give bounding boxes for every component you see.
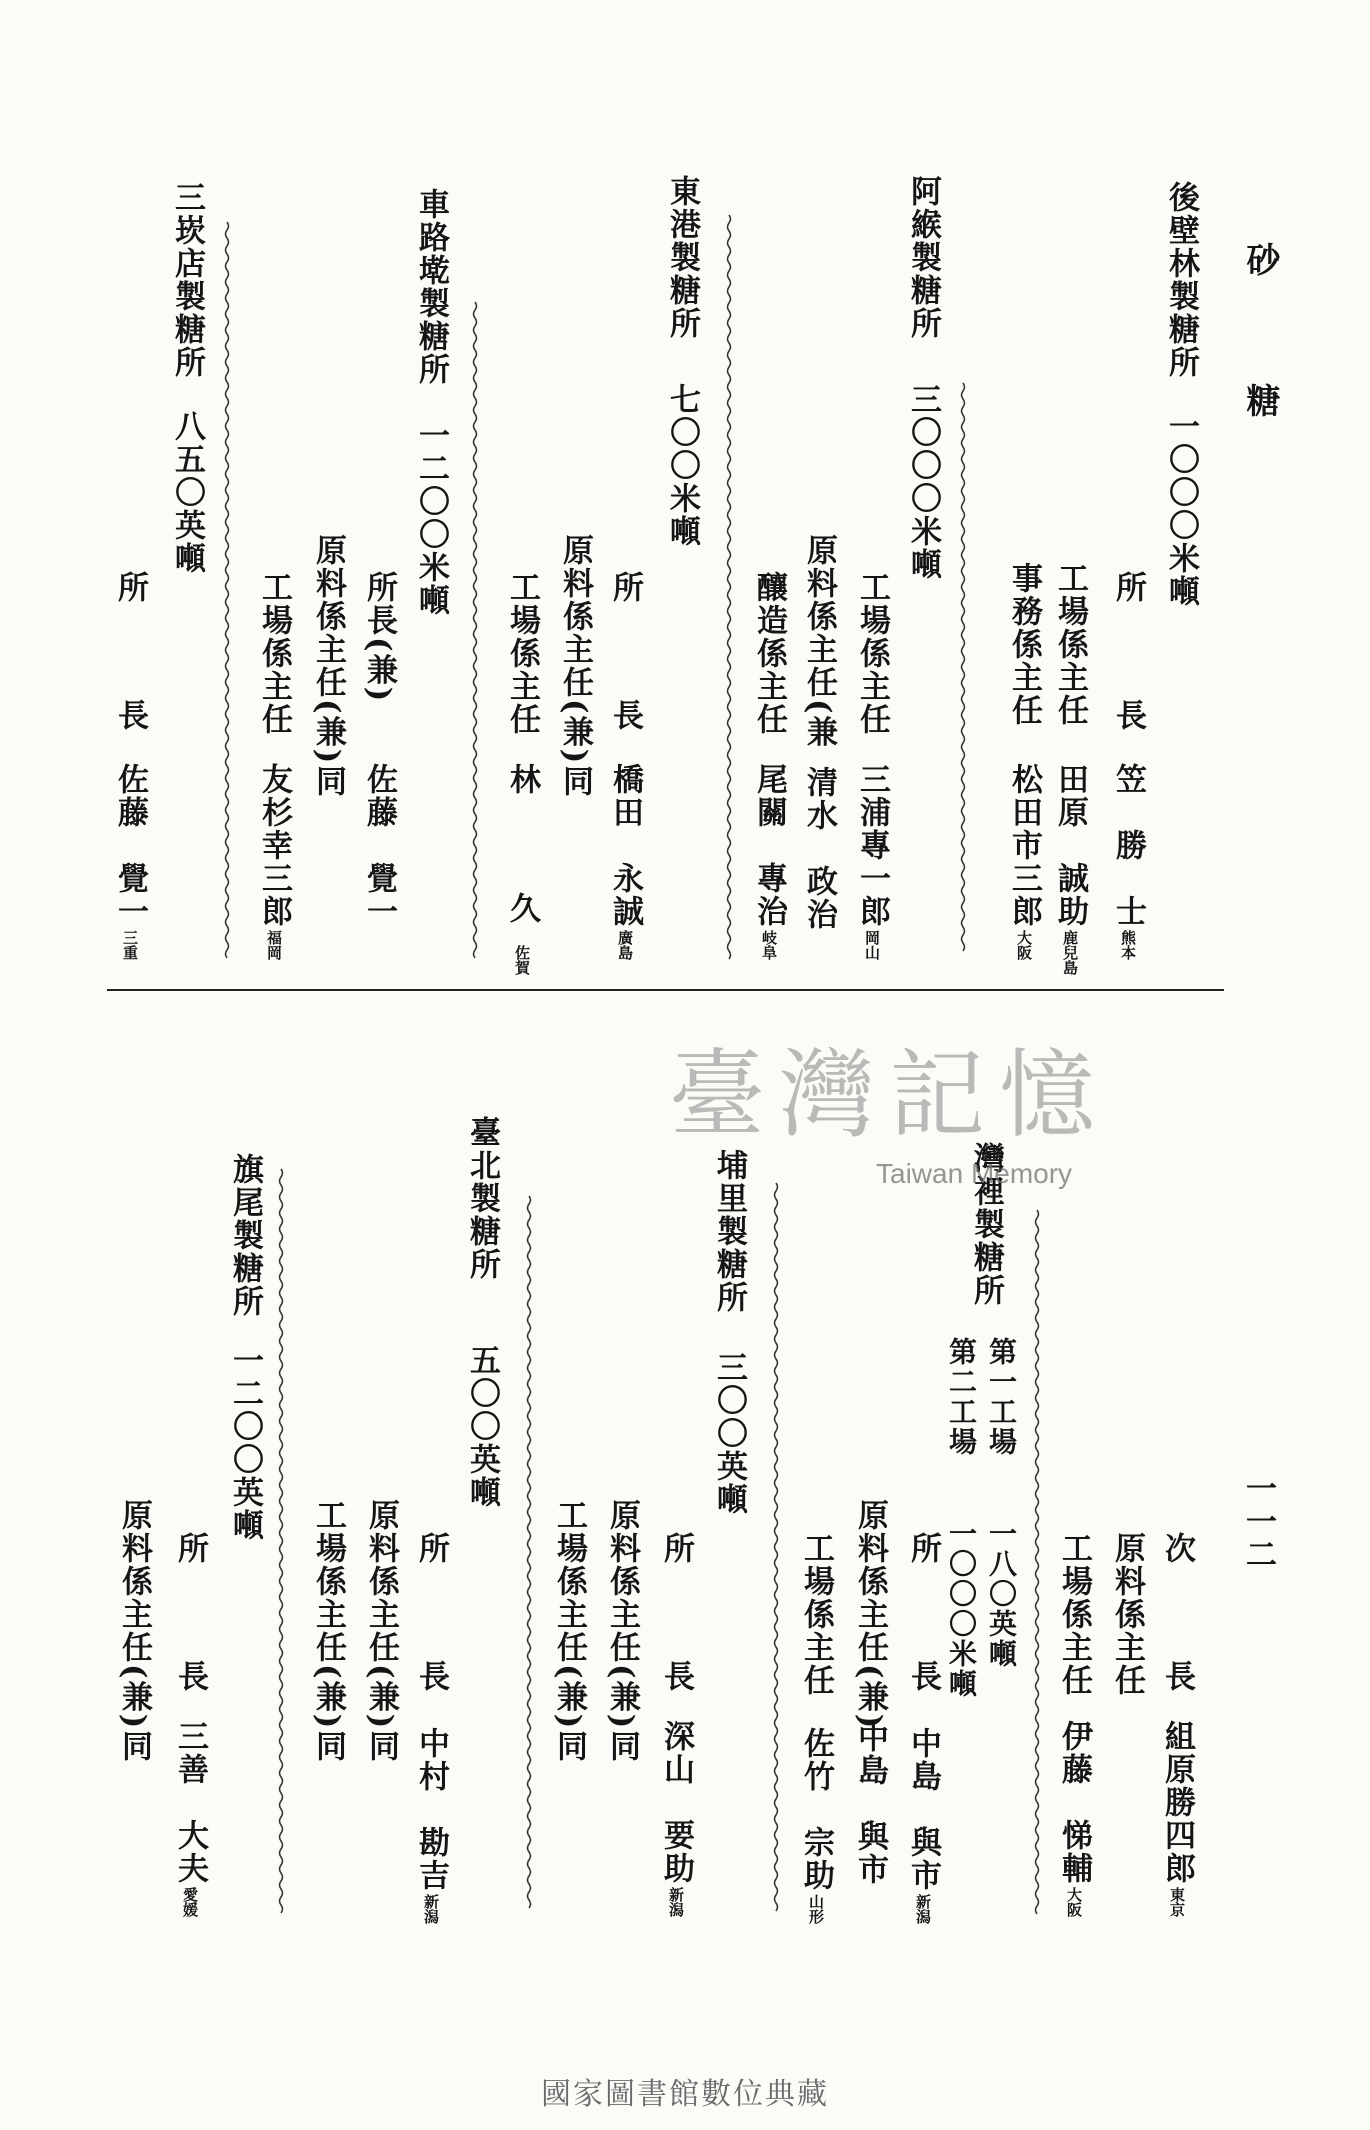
staff-origin: 岡山	[863, 930, 881, 960]
staff-origin: 愛媛	[181, 1887, 199, 1917]
mill-name: 東港製糖所	[664, 175, 700, 340]
staff-person: 松田市三郎	[1006, 763, 1042, 928]
running-head-char-1: 砂	[1240, 242, 1280, 278]
staff-role: 原料係主任(兼)同	[363, 1499, 399, 1764]
wavy-divider	[962, 383, 965, 951]
staff-role: 所 長	[905, 1532, 941, 1724]
staff-origin: 大阪	[1065, 1887, 1083, 1917]
staff-role: 所 長	[607, 571, 643, 763]
staff-person: 中村 勘吉	[413, 1727, 449, 1892]
staff-person: 佐竹 宗助	[798, 1727, 834, 1892]
staff-origin: 山形	[807, 1894, 825, 1924]
staff-role: 原料係主任(兼)同	[604, 1499, 640, 1764]
page-number: 一一二	[1240, 1472, 1276, 1571]
staff-role: 釀造係主任	[751, 571, 787, 736]
staff-role: 原料係主任	[1109, 1532, 1145, 1697]
plant-name: 第一工場	[985, 1337, 1018, 1457]
staff-person: 深山 要助	[658, 1720, 694, 1885]
staff-role: 所 長	[172, 1532, 208, 1724]
staff-origin: 新潟	[914, 1894, 932, 1924]
staff-person: 笠 勝 士	[1110, 763, 1146, 928]
staff-role: 所 長	[112, 571, 148, 763]
staff-origin: 熊本	[1119, 930, 1137, 960]
staff-role: 所 長	[413, 1532, 449, 1724]
staff-role: 工場係主任	[504, 571, 540, 736]
staff-origin: 東京	[1168, 1887, 1186, 1917]
staff-role: 工場係主任	[1056, 1532, 1092, 1697]
mill-name: 阿緱製糖所	[905, 175, 941, 340]
wavy-divider	[280, 1169, 283, 1913]
staff-origin: 新潟	[667, 1887, 685, 1917]
mill-capacity: 一二〇〇英噸	[227, 1344, 263, 1542]
watermark-title: 臺灣記憶	[669, 1039, 1109, 1151]
mill-name: 後壁林製糖所	[1163, 181, 1199, 379]
staff-person: 佐藤 覺一	[112, 763, 148, 928]
staff-origin: 廣島	[616, 930, 634, 960]
staff-role: 所長(兼)	[361, 571, 397, 704]
staff-role: 原料係主任(兼)同	[310, 534, 346, 799]
wavy-divider	[528, 1196, 531, 1908]
staff-role: 原料係主任(兼)同	[557, 534, 593, 799]
plant-capacity: 一八〇英噸	[985, 1519, 1018, 1669]
wavy-divider	[728, 215, 731, 959]
staff-role: 原料係主任(兼)	[852, 1499, 888, 1731]
staff-person: 清水 政治	[801, 766, 837, 931]
wavy-divider	[226, 222, 229, 958]
plant-name: 第二工場	[945, 1337, 978, 1457]
staff-role: 工場係主任	[1052, 562, 1088, 727]
wavy-divider	[1036, 1210, 1039, 1914]
staff-role: 工場係主任	[256, 571, 292, 736]
staff-person: 田原 誠助	[1052, 763, 1088, 928]
watermark-subtitle: Taiwan Memory	[876, 1158, 1073, 1189]
staff-person: 友杉幸三郎	[256, 763, 292, 928]
wavy-divider	[474, 302, 477, 958]
mill-name: 旗尾製糖所	[227, 1153, 263, 1318]
plant-capacity: 一〇〇〇米噸	[945, 1519, 978, 1699]
staff-origin: 新潟	[422, 1894, 440, 1924]
mill-capacity: 七〇〇米噸	[664, 383, 700, 548]
mill-name: 灣裡製糖所	[968, 1142, 1004, 1307]
staff-role: 工場係主任	[798, 1532, 834, 1697]
running-head-char-2: 糖	[1240, 383, 1280, 419]
archive-footer: 國家圖書館數位典藏	[541, 2077, 829, 2112]
staff-role: 原料係主任(兼	[801, 534, 837, 749]
mill-name: 臺北製糖所	[464, 1116, 500, 1281]
staff-role: 原料係主任(兼)同	[116, 1499, 152, 1764]
staff-person: 組原勝四郎	[1159, 1720, 1195, 1885]
wavy-divider	[775, 1183, 778, 1911]
staff-person: 佐藤 覺一	[361, 763, 397, 928]
mill-name: 車路墘製糖所	[413, 188, 449, 386]
staff-role: 事務係主任	[1006, 562, 1042, 727]
staff-role: 次 長	[1159, 1532, 1195, 1724]
staff-person: 尾關 專治	[751, 763, 787, 928]
staff-origin: 三重	[121, 930, 139, 960]
staff-person: 橋田 永誠	[607, 763, 643, 928]
mill-capacity: 三〇〇〇米噸	[905, 383, 941, 581]
mill-name: 埔里製糖所	[711, 1149, 747, 1314]
staff-person: 伊藤 悌輔	[1056, 1720, 1092, 1885]
staff-role: 所 長	[658, 1532, 694, 1724]
mill-capacity: 三〇〇英噸	[711, 1351, 747, 1516]
staff-person: 中島 與市	[905, 1727, 941, 1892]
mill-capacity: 一〇〇〇米噸	[1163, 410, 1199, 608]
staff-origin: 佐賀	[513, 945, 531, 975]
staff-person: 林 久	[504, 763, 540, 935]
staff-person: 中島 與市	[852, 1721, 888, 1886]
staff-role: 工場係主任(兼)同	[310, 1499, 346, 1764]
mill-capacity: 五〇〇英噸	[464, 1344, 500, 1509]
staff-role: 工場係主任(兼)同	[551, 1499, 587, 1764]
staff-origin: 鹿兒島	[1061, 930, 1079, 975]
horizontal-divider	[107, 989, 1224, 991]
staff-person: 三浦專一郎	[854, 763, 890, 928]
staff-origin: 大阪	[1015, 930, 1033, 960]
staff-role: 工場係主任	[854, 571, 890, 736]
staff-person: 三善 大夫	[172, 1720, 208, 1885]
mill-capacity: 一二〇〇米噸	[413, 419, 449, 617]
staff-origin: 岐阜	[760, 930, 778, 960]
mill-capacity: 八五〇英噸	[169, 410, 205, 575]
staff-role: 所 長	[1110, 571, 1146, 763]
staff-origin: 福岡	[265, 930, 283, 960]
mill-name: 三崁店製糖所	[169, 181, 205, 379]
